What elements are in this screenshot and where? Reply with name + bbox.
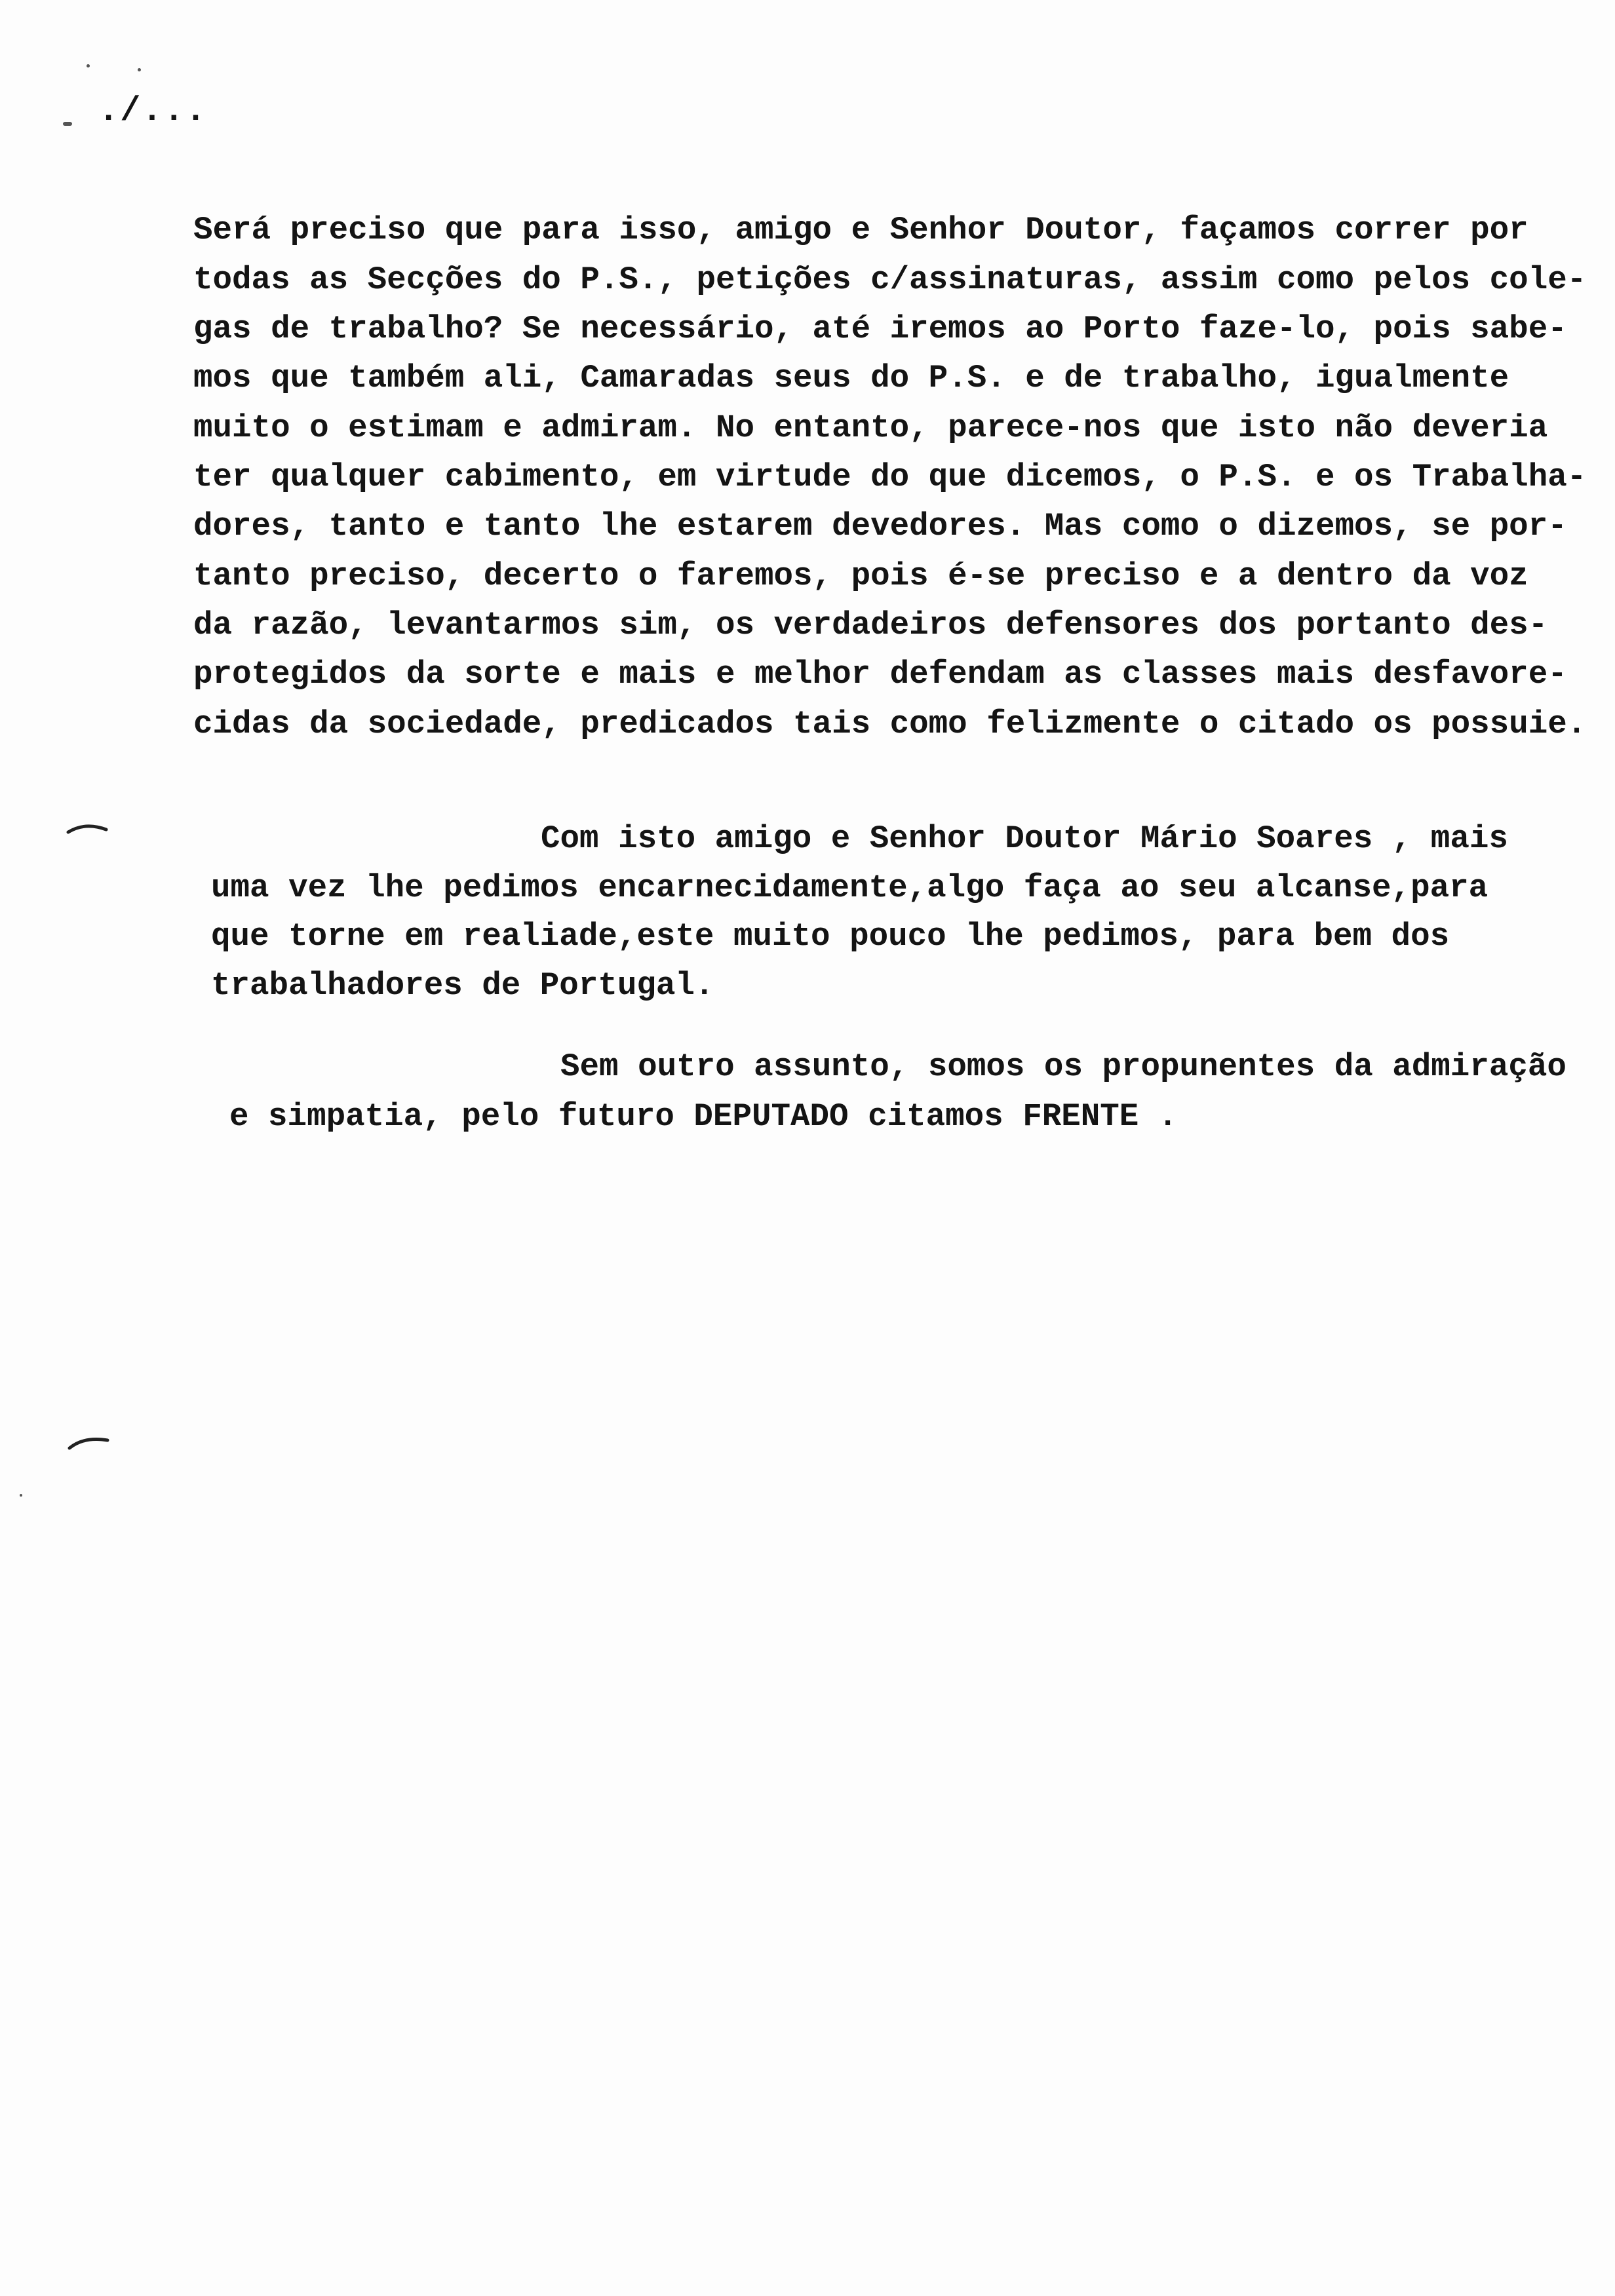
ink-speck [138,68,141,71]
ink-speck [63,122,72,126]
margin-punch-mark [67,1432,113,1452]
ink-speck [87,64,90,67]
paragraph-1-line: protegidos da sorte e mais e melhor defendam as classes mais desfavore- [193,656,1567,693]
paragraph-1-line: dores, tanto e tanto lhe estarem devedores. Mas como o dizemos, se por- [193,508,1567,545]
paragraph-1-line: tanto preciso, decerto o faremos, pois é-se preciso e a dentro da voz [193,558,1528,594]
paragraph-2-line: que torne em realiade,este muito pouco lhe pedimos, para bem dos [211,918,1450,955]
paragraph-1-line: muito o estimam e admiram. No entanto, parece-nos que isto não deveria [193,410,1548,446]
paragraph-2-line: uma vez lhe pedimos encarnecidamente,algo faça ao seu alcanse,para [211,870,1489,906]
margin-punch-mark [66,818,111,837]
paragraph-2-line: Com isto amigo e Senhor Doutor Mário Soares , mais [541,820,1508,857]
paragraph-1-line: cidas da sociedade, predicados tais como felizmente o citado os possuie. [193,706,1587,742]
paragraph-3-line: e simpatia, pelo futuro DEPUTADO citamos FRENTE . [229,1098,1178,1135]
paragraph-1-line: todas as Secções do P.S., petições c/assinaturas, assim como pelos cole- [193,261,1587,298]
paragraph-1-line: da razão, levantarmos sim, os verdadeiros defensores dos portanto des- [193,607,1548,643]
paragraph-2-line: trabalhadores de Portugal. [211,967,714,1004]
paragraph-1-line: gas de trabalho? Se necessário, até iremos ao Porto faze-lo, pois sabe- [193,311,1567,347]
page-continuation-mark: ./... [98,92,208,130]
ink-speck [20,1494,22,1497]
paragraph-3-line: Sem outro assunto, somos os propunentes da admiração [560,1048,1566,1085]
paragraph-1-line: Será preciso que para isso, amigo e Senhor Doutor, façamos correr por [193,212,1528,248]
paragraph-1-line: ter qualquer cabimento, em virtude do que dicemos, o P.S. e os Trabalha- [193,459,1587,495]
paragraph-1-line: mos que também ali, Camaradas seus do P.S. e de trabalho, igualmente [193,360,1509,396]
